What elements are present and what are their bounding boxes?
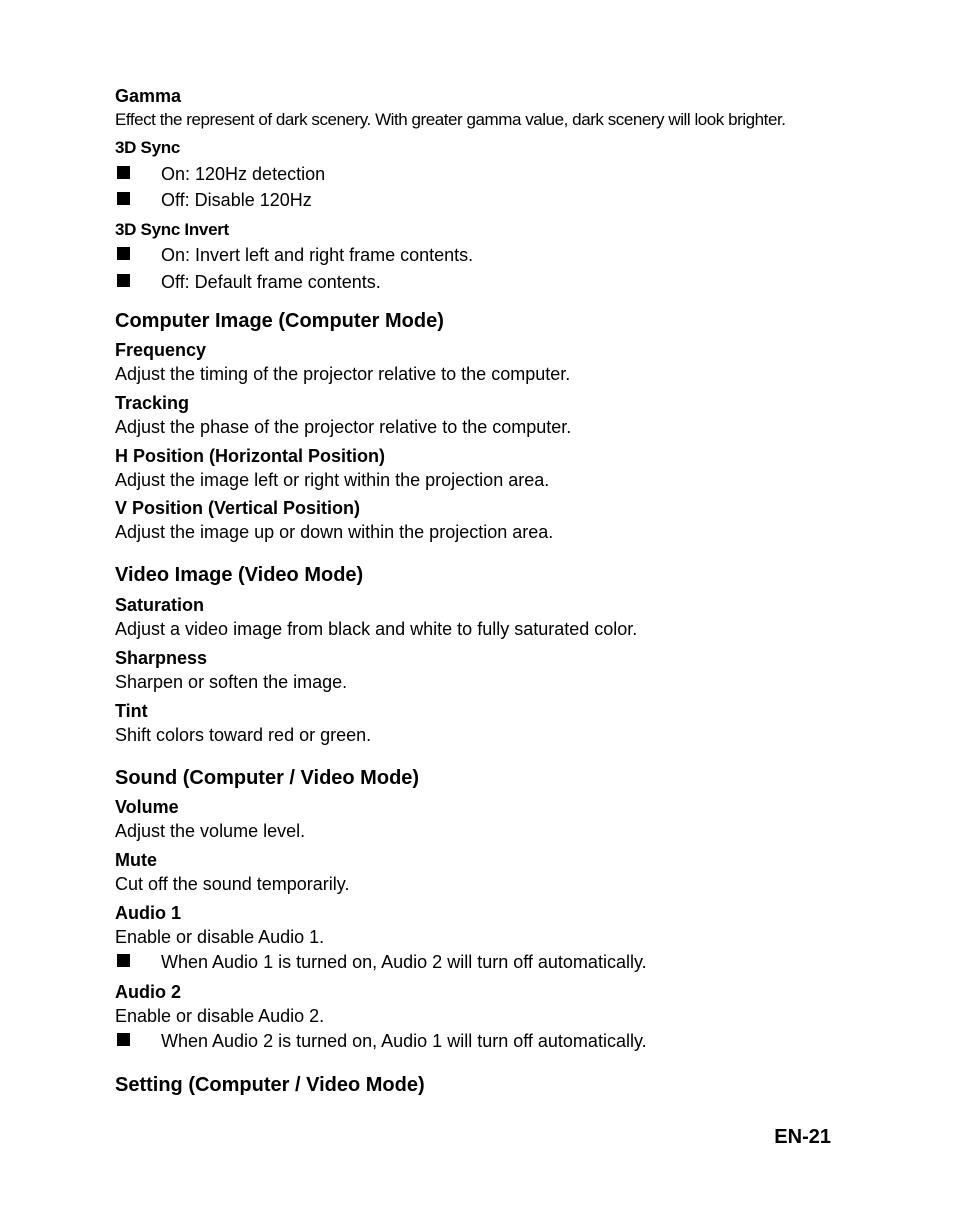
gamma-text: Effect the represent of dark scenery. With greater gamma value, dark scenery will look brighter. — [115, 110, 786, 129]
page-number: EN-21 — [774, 1126, 831, 1148]
frequency-text: Adjust the timing of the projector relative to the computer. — [115, 364, 571, 384]
v-position-heading: V Position (Vertical Position) — [115, 498, 361, 518]
mute-text: Cut off the sound temporarily. — [115, 874, 350, 894]
bullet-square-icon — [117, 954, 130, 967]
audio2-bullet: When Audio 2 is turned on, Audio 1 will turn off automatically. — [161, 1031, 647, 1051]
computer-image-title: Computer Image (Computer Mode) — [115, 310, 444, 332]
gamma-heading: Gamma — [115, 86, 182, 106]
sharpness-heading: Sharpness — [115, 648, 208, 668]
bullet-square-icon — [117, 274, 130, 287]
audio1-text: Enable or disable Audio 1. — [115, 927, 325, 947]
sound-title: Sound (Computer / Video Mode) — [115, 767, 420, 789]
sync3d-invert-bullet-on: On: Invert left and right frame contents. — [161, 245, 474, 265]
saturation-heading: Saturation — [115, 595, 205, 615]
volume-heading: Volume — [115, 797, 179, 817]
bullet-square-icon — [117, 1033, 130, 1046]
tint-text: Shift colors toward red or green. — [115, 725, 372, 745]
audio1-bullet: When Audio 1 is turned on, Audio 2 will turn off automatically. — [161, 952, 647, 972]
bullet-square-icon — [117, 192, 130, 205]
mute-heading: Mute — [115, 850, 157, 870]
tint-heading: Tint — [115, 701, 148, 721]
saturation-text: Adjust a video image from black and white to fully saturated color. — [115, 619, 638, 639]
volume-text: Adjust the volume level. — [115, 821, 306, 841]
setting-title: Setting (Computer / Video Mode) — [115, 1074, 425, 1096]
sync3d-invert-bullet-off: Off: Default frame contents. — [161, 272, 381, 292]
audio2-heading: Audio 2 — [115, 982, 181, 1002]
bullet-square-icon — [117, 166, 130, 179]
h-position-heading: H Position (Horizontal Position) — [115, 446, 385, 466]
sync3d-invert-heading: 3D Sync Invert — [115, 220, 229, 239]
frequency-heading: Frequency — [115, 340, 207, 360]
sync3d-bullet-off: Off: Disable 120Hz — [161, 190, 312, 210]
h-position-text: Adjust the image left or right within the projection area. — [115, 470, 550, 490]
tracking-text: Adjust the phase of the projector relative to the computer. — [115, 417, 572, 437]
tracking-heading: Tracking — [115, 393, 190, 413]
audio1-heading: Audio 1 — [115, 903, 181, 923]
sharpness-text: Sharpen or soften the image. — [115, 672, 348, 692]
sync3d-heading: 3D Sync — [115, 138, 180, 157]
v-position-text: Adjust the image up or down within the projection area. — [115, 522, 554, 542]
video-image-title: Video Image (Video Mode) — [115, 564, 364, 586]
sync3d-bullet-on: On: 120Hz detection — [161, 164, 326, 184]
audio2-text: Enable or disable Audio 2. — [115, 1006, 325, 1026]
bullet-square-icon — [117, 247, 130, 260]
